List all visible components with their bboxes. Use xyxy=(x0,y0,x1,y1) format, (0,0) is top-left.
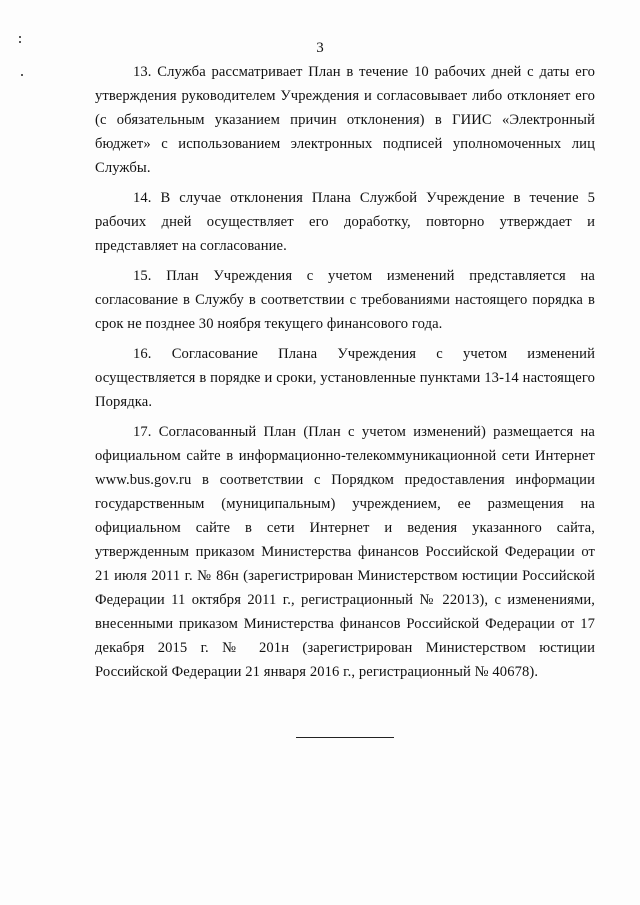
document-body xyxy=(95,60,595,690)
paragraph-13: 13. Служба рассматривает План в течение 10 рабочих дней с даты его утверждения руководителем Учреждения и согласовывает либо отклоняет его (с обязательным указанием причин отклонения) в ГИИС «Электронный бюджет» с использованием электронных подписей уполномоченных лиц Службы. xyxy=(95,64,595,176)
paragraph-14: 14. В случае отклонения Плана Службой Учреждение в течение 5 рабочих дней осуществляет его доработку, повторно утверждает и представляет на согласование. xyxy=(95,190,595,254)
scan-artifact-dot xyxy=(21,74,23,76)
paragraph-16: 16. Согласование Плана Учреждения с учетом изменений осуществляется в порядке и сроки, установленные пунктами 13-14 настоящего Порядка. xyxy=(95,346,595,410)
paragraph-15: 15. План Учреждения с учетом изменений представляется на согласование в Службу в соответствии с требованиями настоящего порядка в срок не позднее 30 ноября текущего финансового года. xyxy=(95,268,595,332)
scan-artifact-dot xyxy=(19,36,21,38)
end-of-text-rule xyxy=(296,737,394,738)
paragraph-17: 17. Согласованный План (План с учетом изменений) размещается на официальном сайте в информационно-телекоммуникационной сети Интернет www.bus.gov.ru в соответствии с Порядком предоставления информации государственным (муниципальным) учреждением, ее размещения на официальном сайте в сети Интернет и ведения указанного сайта, утвержденным приказом Министерства финансов Российской Федерации от 21 июля 2011 г. № 86н (зарегистрирован Министерством юстиции Российской Федерации 11 октября 2011 г., регистрационный № 22013), с изменениями, внесенными приказом Министерства финансов Российской Федерации от 17 декабря 2015 г. № 201н (зарегистрирован Министерством юстиции Российской Федерации 21 января 2016 г., регистрационный № 40678). xyxy=(95,424,595,680)
page-number: 3 xyxy=(316,40,324,56)
